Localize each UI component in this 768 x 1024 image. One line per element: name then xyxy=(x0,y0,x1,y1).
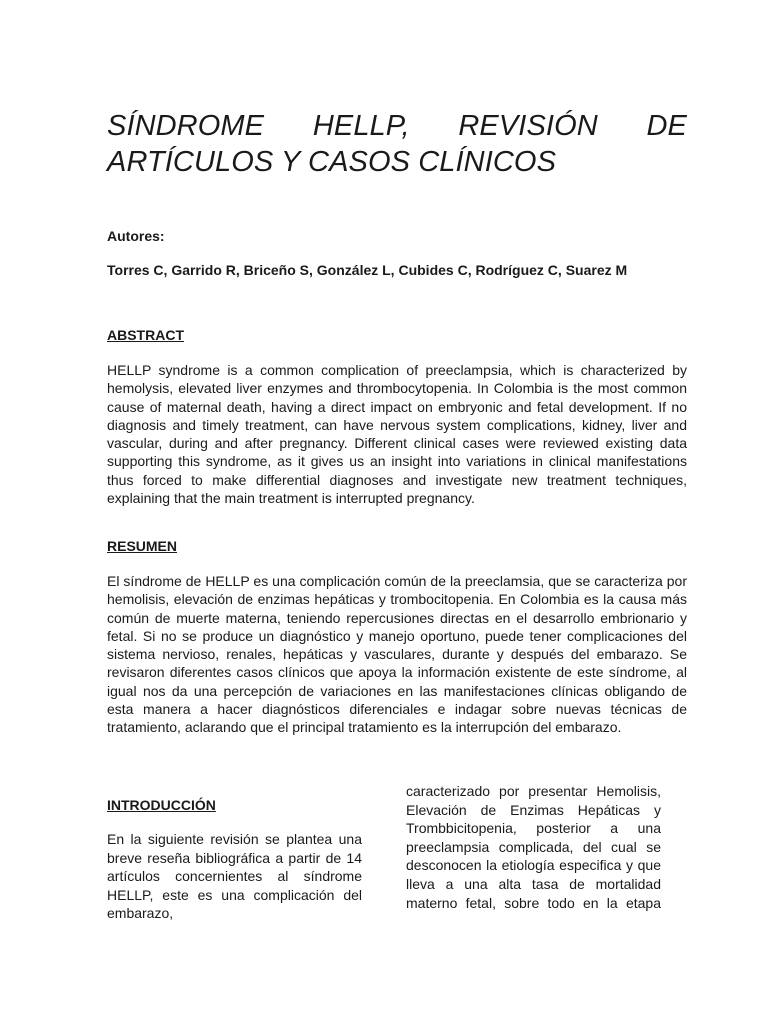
introduccion-left-column: En la siguiente revisión se plantea una breve reseña bibliográfica a partir de 14 artículos concernientes al síndrome HELLP, este es una complicación del embarazo, xyxy=(107,831,362,922)
abstract-text: HELLP syndrome is a common complication of preeclampsia, which is characterized by hemolysis, elevated liver enzymes and thrombocytopenia. In Colombia is the most common cause of maternal death, having a direct impact on embryonic and fetal development. If no diagnosis and timely treatment, can have nervous system complications, kidney, liver and vascular, during and after pregnancy. Different clinical cases were reviewed existing data supporting this syndrome, as it gives us an insight into variations in clinical manifestations thus forced to make differential diagnoses and investigate new treatment techniques, explaining that the main treatment is interrupted pregnancy. xyxy=(107,362,687,507)
introduccion-heading: INTRODUCCIÓN xyxy=(107,797,216,813)
authors-label: Autores: xyxy=(107,228,165,244)
resumen-heading: RESUMEN xyxy=(107,538,178,554)
paper-title xyxy=(107,108,687,180)
resumen-text: El síndrome de HELLP es una complicación común de la preeclamsia, que se caracteriza por hemolisis, elevación de enzimas hepáticas y trombocitopenia. En Colombia es la causa más común de muerte materna, teniendo repercusiones directas en el desarrollo embrionario y fetal. Si no se produce un diagnóstico y manejo oportuno, puede tener complicaciones del sistema nervioso, renales, hepáticas y vasculares, durante y después del embarazo. Se revisaron diferentes casos clínicos que apoya la información existente de este síndrome, al igual nos da una percepción de variaciones en las manifestaciones clínicas obligando de esta manera a hacer diagnósticos diferenciales e indagar sobre nuevas técnicas de tratamiento, aclarando que el principal tratamiento es la interrupción del embarazo. xyxy=(107,573,687,736)
paper-title-line-1: SÍNDROME HELLP, REVISIÓN DE xyxy=(107,110,687,142)
introduccion-right-column: caracterizado por presentar Hemolisis, Elevación de Enzimas Hepáticas y Trombbicitopenia, posterior a una preeclampsia complicada, del cual se desconocen la etiología especifica y que lleva a una alta tasa de mortalidad materno fetal, sobre todo en la etapa xyxy=(406,783,661,911)
paper-title-line-2: ARTÍCULOS Y CASOS CLÍNICOS xyxy=(107,146,557,178)
abstract-heading: ABSTRACT xyxy=(107,327,184,343)
authors-list: Torres C, Garrido R, Briceño S, González L, Cubides C, Rodríguez C, Suarez M xyxy=(107,262,628,278)
